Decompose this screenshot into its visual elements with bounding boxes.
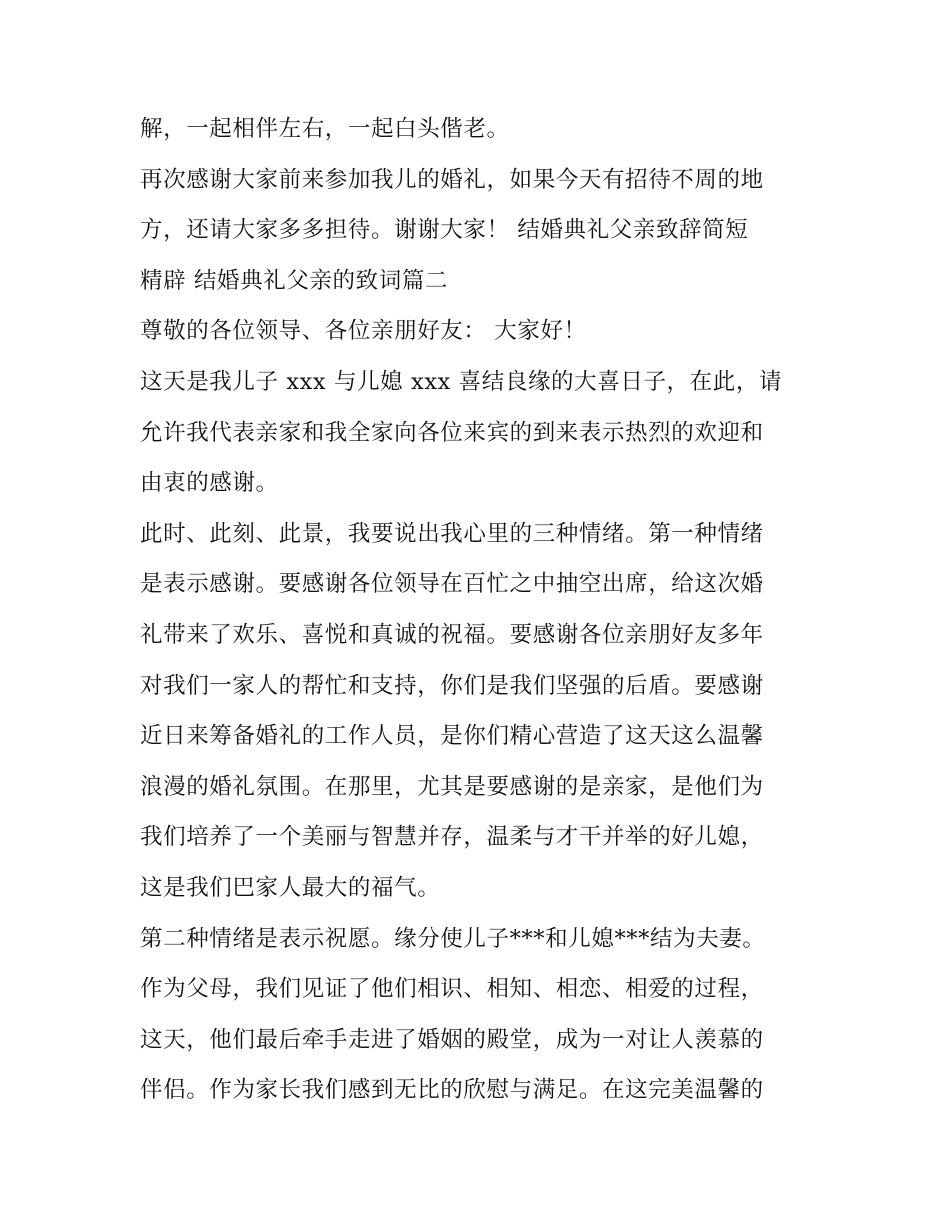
text-line: 浪漫的婚礼氛围。在那里，尤其是要感谢的是亲家，是他们为 — [140, 773, 764, 800]
document-body — [140, 104, 820, 1116]
text-line: 这天，他们最后牵手走进了婚姻的殿堂，成为一对让人羡慕的 — [140, 1026, 764, 1053]
text-line: 我们培养了一个美丽与智慧并存，温柔与才干并举的好儿媳， — [140, 824, 764, 851]
text-line: 礼带来了欢乐、喜悦和真诚的祝福。要感谢各位亲朋好友多年 — [140, 621, 764, 648]
text-line: 解，一起相伴左右，一起白头偕老。 — [140, 116, 510, 142]
text-line: 这天是我儿子 xxx 与儿媳 xxx 喜结良缘的大喜日子，在此，请 — [140, 368, 783, 395]
text-line: 作为父母，我们见证了他们相识、相知、相恋、相爱的过程， — [140, 976, 764, 1003]
text-line: 第二种情绪是表示祝愿。缘分使儿子***和儿媳***结为夫妻。 — [140, 925, 766, 952]
text-line: 尊敬的各位领导、各位亲朋好友： 大家好！ — [140, 318, 587, 345]
text-line: 此时、此刻、此景，我要说出我心里的三种情绪。第一种情绪 — [140, 520, 764, 547]
text-line: 伴侣。作为家长我们感到无比的欣慰与满足。在这完美温馨的 — [140, 1077, 764, 1104]
text-line: 方，还请大家多多担待。谢谢大家！ 结婚典礼父亲致辞简短 — [140, 217, 749, 244]
text-line: 是表示感谢。要感谢各位领导在百忙之中抽空出席，给这次婚 — [140, 571, 764, 598]
text-line: 这是我们巴家人最大的福气。 — [140, 874, 441, 901]
text-line: 精辟 结婚典礼父亲的致词篇二 — [140, 267, 449, 294]
text-line: 对我们一家人的帮忙和支持，你们是我们坚强的后盾。要感谢 — [140, 672, 764, 699]
text-line: 再次感谢大家前来参加我儿的婚礼，如果今天有招待不周的地 — [140, 166, 764, 193]
text-line: 允许我代表亲家和我全家向各位来宾的到来表示热烈的欢迎和 — [140, 419, 764, 446]
text-line: 由衷的感谢。 — [140, 470, 279, 497]
text-line: 近日来筹备婚礼的工作人员，是你们精心营造了这天这么温馨 — [140, 723, 764, 750]
